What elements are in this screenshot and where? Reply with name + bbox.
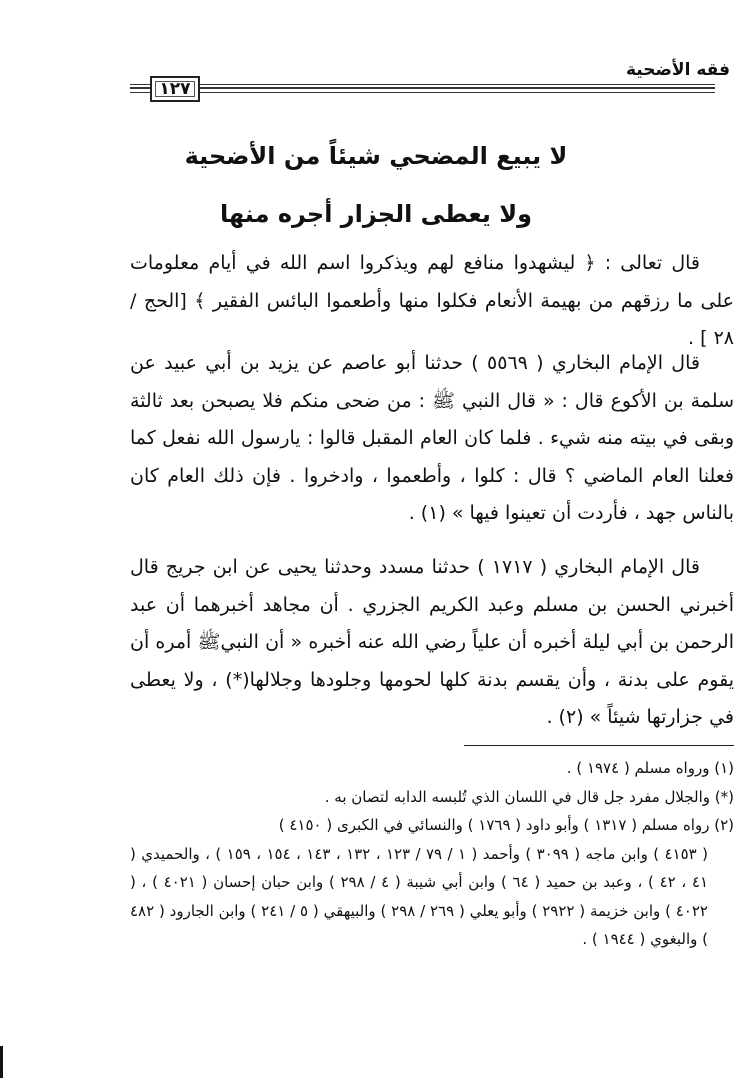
chapter-title-line-1: لا يبيع المضحي شيئاً من الأضحية	[184, 142, 568, 170]
paragraph-quran-verse	[130, 245, 734, 358]
footnote-1: (١) ورواه مسلم ( ١٩٧٤ ) .	[566, 759, 734, 777]
page-edge-mark	[0, 1046, 3, 1078]
footnote-2: (٢) رواه مسلم ( ١٣١٧ ) وأبو داود ( ١٧٦٩ ) والنسائي في الكبرى ( ٤١٥٠ )	[278, 816, 734, 834]
header-rule	[130, 87, 715, 89]
footnote-2-continued: ( ٤١٥٣ ) وابن ماجه ( ٣٠٩٩ ) وأحمد ( ١ / ٧٩ / ١٢٣ ، ١٣٢ ، ١٤٣ ، ١٥٤ ، ١٥٩ ) ، والحميدي ( ٤١ ، ٤٢ ) ، وعبد بن حميد ( ٦٤ ) وابن أبي شيبة ( ٤ / ٢٩٨ ) وابن حبان إحسان ( ٤٠٢١ ) ، ( ٤٠٢٢ ) وابن خزيمة ( ٢٩٢٢ ) وأبو يعلي ( ٢٦٩ / ٢٩٨ ) والبيهقي ( ٥ / ٢٤١ ) وابن الجارود ( ٤٨٢ ) والبغوي ( ١٩٤٤ ) .	[130, 844, 709, 948]
chapter-title-line-2: ولا يعطى الجزار أجره منها	[219, 200, 533, 228]
footnote-separator	[464, 745, 734, 746]
header-rule	[130, 84, 715, 85]
footnotes	[130, 754, 734, 954]
paragraph-hadith-bukhari-1717	[130, 549, 734, 737]
paragraph-text: قال تعالى : ﴿ ليشهدوا منافع لهم ويذكروا اسم الله في أيام معلومات على ما رزقهم من بهيمة الأنعام فكلوا منها وأطعموا البائس الفقير ﴾ [الحج / ٢٨ ] .	[130, 252, 734, 349]
header-rule	[130, 92, 715, 93]
page-number: ١٢٧	[150, 76, 200, 102]
paragraph-text: قال الإمام البخاري ( ٥٥٦٩ ) حدثنا أبو عاصم عن يزيد بن أبي عبيد عن سلمة بن الأكوع قال : « قال النبي ﷺ : من ضحى منكم فلا يصبحن بعد ثالثة وبقى في بيته منه شيء . فلما كان العام المقبل قالوا : يارسول الله نفعل كما فعلنا العام الماضي ؟ قال : كلوا ، وأطعموا ، وادخروا . فإن ذلك العام كان بالناس جهد ، فأردت أن تعينوا فيها » (١) .	[130, 352, 734, 524]
paragraph-text: قال الإمام البخاري ( ١٧١٧ ) حدثنا مسدد وحدثنا يحيى عن ابن جريج قال أخبرني الحسن بن مسلم وعبد الكريم الجزري . أن مجاهد أخبرهما أن عبد الرحمن بن أبي ليلة أخبره أن علياً رضي الله عنه أخبره « أن النبيﷺ أمره أن يقوم على بدنة ، وأن يقسم بدنة كلها لحومها وجلودها وجلالها(*) ، ولا يعطى في جزارتها شيئاً » (٢) .	[130, 556, 734, 728]
paragraph-hadith-bukhari-5569	[130, 345, 734, 533]
running-title: فقه الأضحية	[625, 60, 730, 80]
footnote-star: (*) والجلال مفرد جل قال في اللسان الذي تُلبسه الدابه لتصان به .	[324, 787, 734, 806]
